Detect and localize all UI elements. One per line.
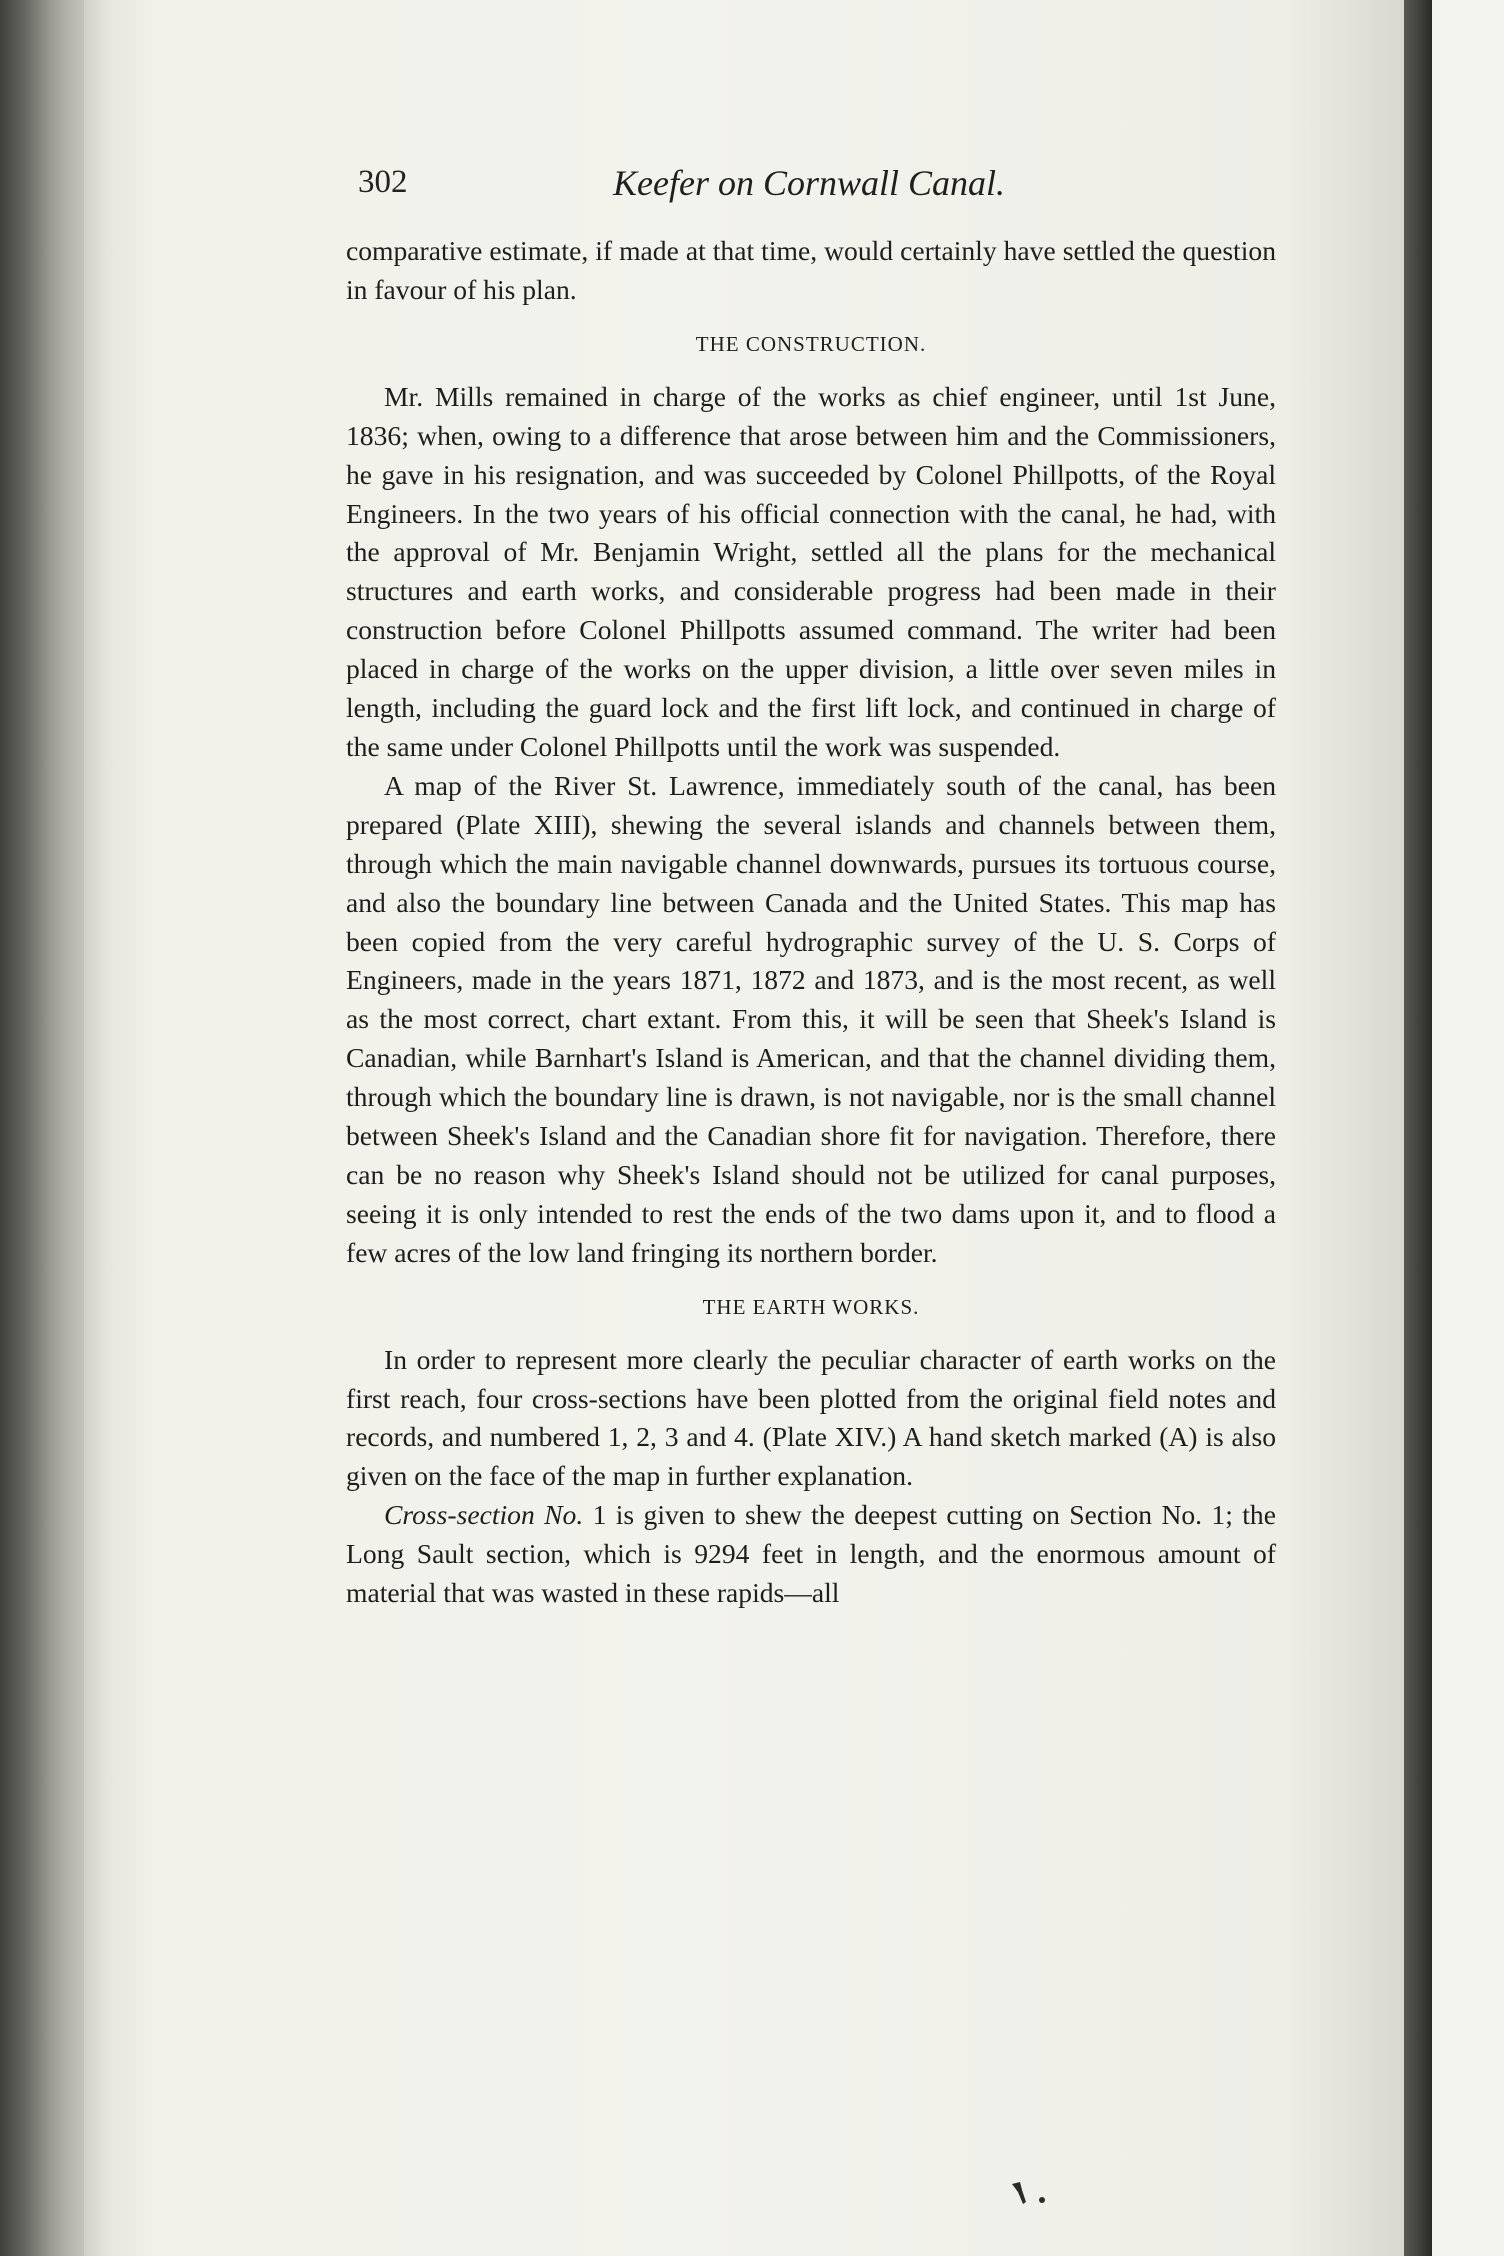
scan-margin — [1432, 0, 1504, 2256]
paragraph-construction-2: A map of the River St. Lawrence, immediately south of the canal, has been prepared (Plate XIII), shewing the several islands and channels between them, through which the main navigable channel downwards, pursues its tortuous course, and also the boundary line between Canada and the United States. This map has been copied from the very careful hydrographic survey of the U. S. Corps of Engineers, made in the years 1871, 1872 and 1873, and is the most recent, as well as the most correct, chart extant. From this, it will be seen that Sheek's Island is Canadian, while Barnhart's Island is American, and that the channel dividing them, through which the boundary line is drawn, is not navigable, nor is the small channel between Sheek's Island and the Canadian shore fit for navigation. Therefore, there can be no reason why Sheek's Island should not be utilized for canal purposes, seeing it is only intended to rest the ends of the two dams upon it, and to flood a few acres of the low land fringing its northern border. — [346, 769, 1276, 1268]
scan-speck-marks — [1010, 2180, 1050, 2210]
opening-paragraph: comparative estimate, if made at that time, would certainly have settled the question in favour of his plan. — [346, 235, 1276, 305]
section-heading-earth-works: THE EARTH WORKS. — [702, 1294, 920, 1319]
book-binding — [0, 0, 84, 2256]
paragraph-earth-works-2-text: 1 is given to shew the deepest cutting on Section No. 1; the Long Sault section, which is 9294 feet in length, and the enormous amount of material that was wasted in these rapids—all — [346, 1499, 1276, 1609]
paragraph-earth-works-1: In order to represent more clearly the peculiar character of earth works on the first reach, four cross-sections have been plotted from the original field notes and records, and numbered 1, 2, 3 and 4. (Plate XIV.) A hand sketch marked (A) is also given on the face of the map in further explanation. — [346, 1343, 1276, 1492]
section-heading-construction: THE CONSTRUCTION. — [695, 331, 927, 356]
cross-section-label: Cross-section No. — [384, 1499, 584, 1531]
page-body — [346, 232, 1276, 1613]
paragraph-earth-works-2 — [346, 1496, 1276, 1613]
paragraph-construction-1: Mr. Mills remained in charge of the works as chief engineer, until 1st June, 1836; when, owing to a difference that arose between him and the Commissioners, he gave in his resignation, and was succeeded by Colonel Phillpotts, of the Royal Engineers. In the two years of his official connection with the canal, he had, with the approval of Mr. Benjamin Wright, settled all the plans for the mechanical structures and earth works, and considerable progress had been made in their construction before Colonel Phillpotts assumed command. The writer had been placed in charge of the works on the upper division, a little over seven miles in length, including the guard lock and the first lift lock, and continued in charge of the same under Colonel Phillpotts until the work was suspended. — [346, 380, 1276, 762]
page-number: 302 — [358, 164, 408, 200]
running-head: Keefer on Cornwall Canal. — [613, 163, 1006, 203]
page-header — [358, 162, 1288, 222]
page-edge-shadow — [1404, 0, 1432, 2256]
